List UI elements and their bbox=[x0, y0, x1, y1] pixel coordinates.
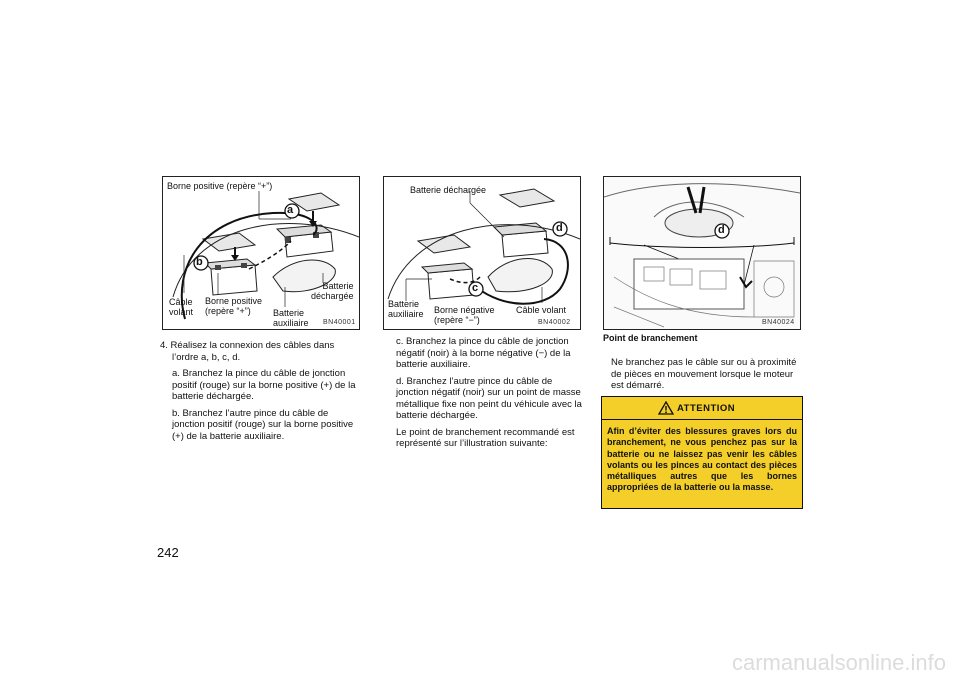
figure-code: BN40001 bbox=[323, 319, 356, 326]
column-3-note: Ne branchez pas le câble sur ou à proximité de pièces en mouvement lorsque le moteur est démarré. bbox=[611, 357, 797, 391]
step-b: b. Branchez l’autre pince du câble de jonction positif (rouge) sur la borne positive (+) de la batterie auxiliaire. bbox=[172, 407, 354, 442]
label-batterie-dechargee: Batterie déchargée bbox=[410, 185, 487, 195]
figure-connection-point bbox=[603, 176, 801, 330]
figure-battery-positive-connection bbox=[162, 176, 360, 330]
warning-body: Afin d’éviter des blessures graves lors du branchement, ne vous penchez pas sur la batterie ou ne laissez pas venir les câbles volants ou les pinces au contact des pièces métalliques autres que les bornes appropriées de la batterie ou la masse. bbox=[607, 426, 797, 493]
label-borne-positive: Borne positive (repère “+”) bbox=[205, 296, 263, 316]
figure-battery-negative-connection bbox=[383, 176, 581, 330]
warning-box bbox=[601, 396, 803, 509]
warning-icon bbox=[658, 401, 674, 415]
footer-watermark: carmanualsonline.info bbox=[731, 650, 946, 675]
label-batterie-auxiliaire: Batterie auxiliaire bbox=[388, 299, 424, 319]
warning-title: ATTENTION bbox=[677, 403, 736, 414]
marker-d: d bbox=[556, 222, 563, 234]
label-cable-volant: Câble volant bbox=[169, 297, 194, 317]
label-batterie-dechargee: Batterie déchargée bbox=[311, 281, 354, 301]
step-a: a. Branchez la pince du câble de jonction positif (rouge) sur la borne positive (+) de la batterie déchargée. bbox=[172, 368, 356, 402]
label-borne-negative: Borne négative (repère “−”) bbox=[434, 305, 495, 325]
marker-b: b bbox=[196, 256, 203, 268]
step-d: d. Branchez l’autre pince du câble de jonction négatif (noir) sur un point de masse métallique fixe non peint du véhicule avec la batterie déchargée. bbox=[396, 375, 582, 421]
figure-code: BN40024 bbox=[762, 319, 795, 326]
step-4: 4. Réalisez la connexion des câbles dans l’ordre a, b, c, d. bbox=[160, 340, 335, 363]
label-batterie-auxiliaire: Batterie auxiliaire bbox=[273, 308, 309, 328]
engine-bay-illustration bbox=[604, 177, 800, 329]
column-1-text bbox=[160, 340, 363, 447]
warning-header bbox=[602, 397, 802, 420]
marker-d: d bbox=[718, 224, 725, 236]
marker-a: a bbox=[287, 204, 294, 216]
marker-c: c bbox=[472, 282, 479, 294]
figure-code: BN40002 bbox=[538, 319, 571, 326]
page-number: 242 bbox=[157, 545, 179, 560]
label-borne-positive-top: Borne positive (repère “+”) bbox=[167, 181, 273, 191]
step-c: c. Branchez la pince du câble de jonction négatif (noir) à la borne négative (−) de la batterie auxiliaire. bbox=[396, 336, 571, 370]
connection-point-text: Le point de branchement recommandé est représenté sur l’illustration suivante: bbox=[396, 426, 575, 449]
column-2-text bbox=[396, 336, 582, 455]
label-cable-volant: Câble volant bbox=[516, 305, 567, 315]
figure-caption: Point de branchement bbox=[603, 333, 698, 343]
